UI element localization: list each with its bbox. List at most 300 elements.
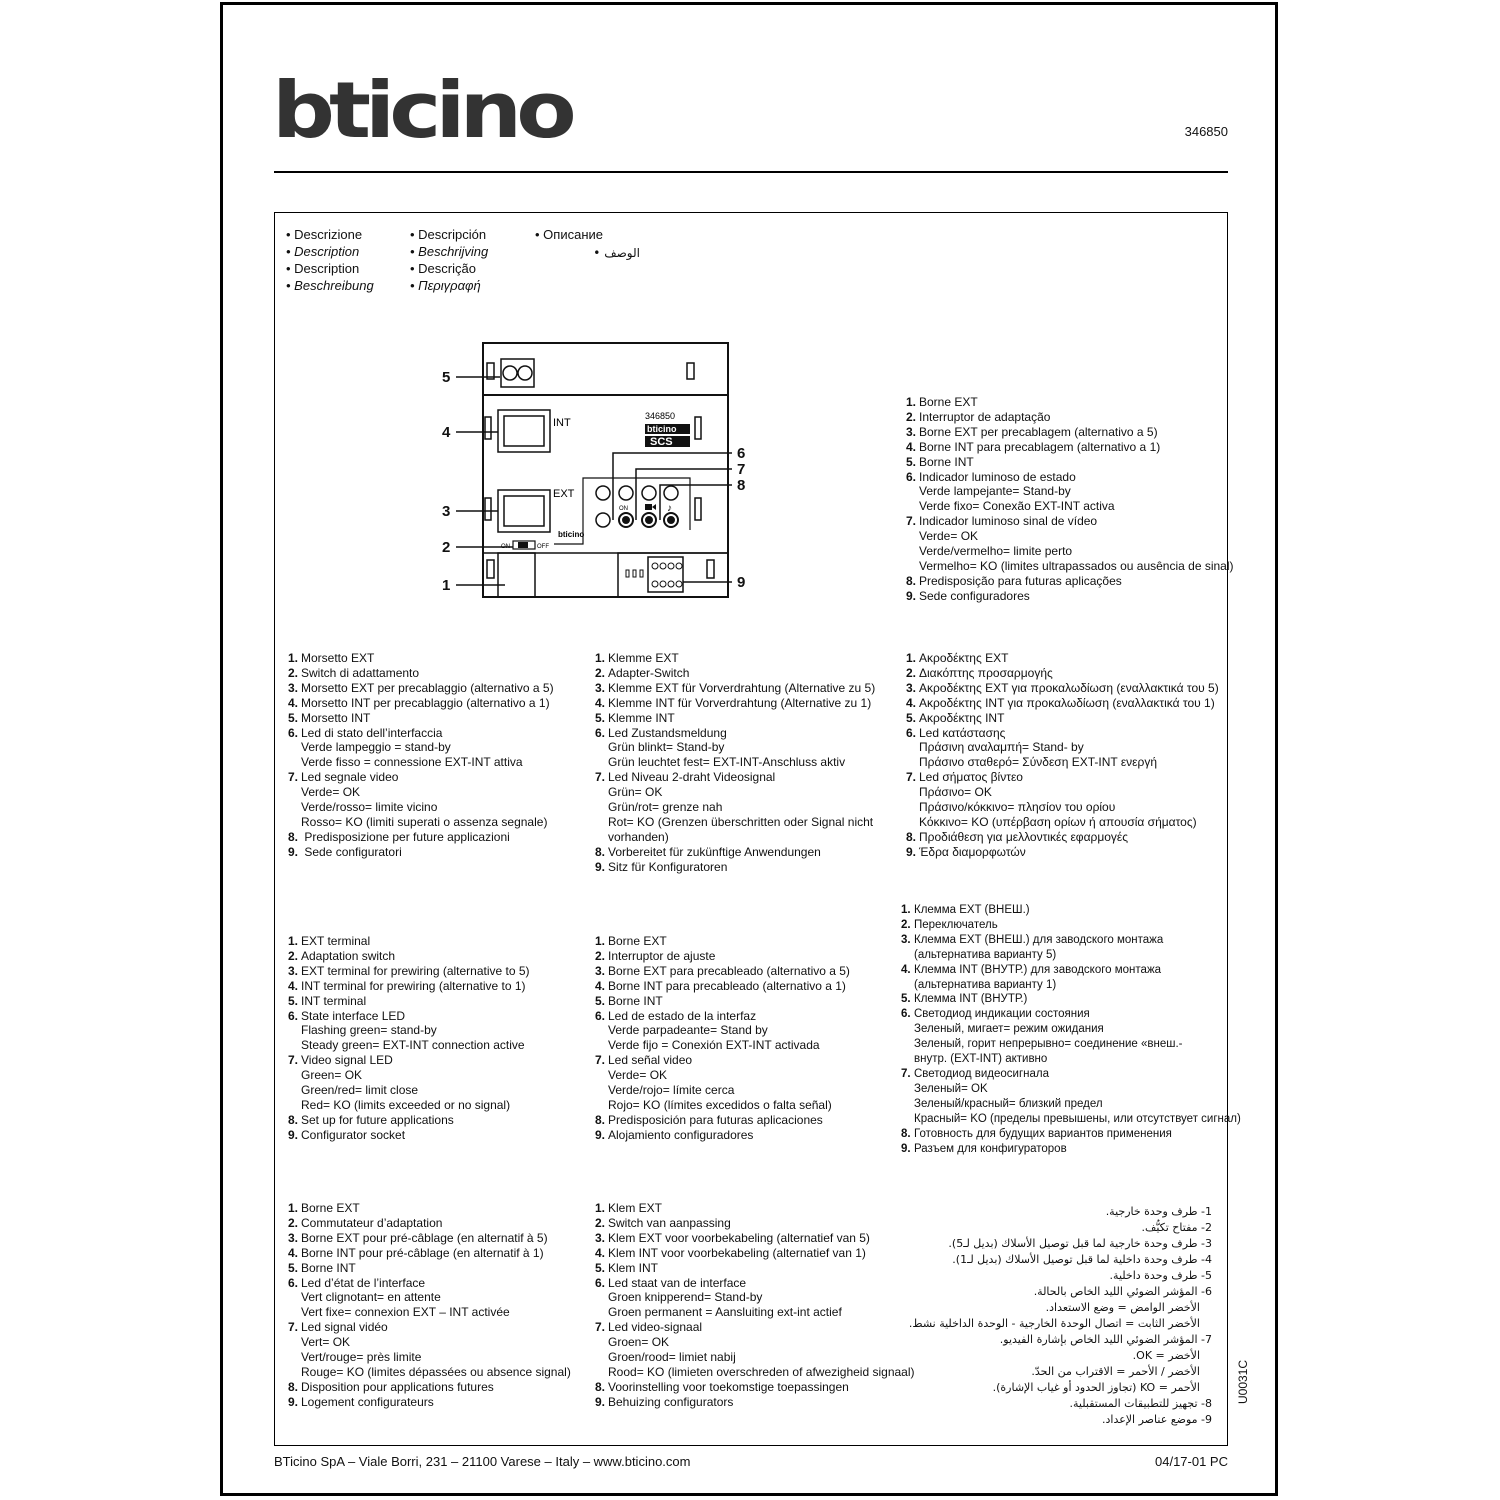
legend-item [901,903,1241,918]
legend-item-text: Klemme EXT für Vorverdrahtung (Alternative zu 5) [608,680,876,695]
legend-item-text: Morsetto EXT per precablaggio (alternativo a 5) [301,680,554,695]
legend-item-arabic: 4- طرف وحدة داخلية لما قبل توصيل الأسلاك (بديل لـ1). [952,1253,1212,1266]
legend-item-arabic: 5- طرف وحدة داخلية. [1109,1269,1212,1282]
legend-item [906,395,1234,410]
legend-item-text: Προδιάθεση για μελλοντικές εφαρμογές [919,829,1129,844]
legend-item [906,845,1219,860]
legend-item-text: Commutateur d’adaptation [301,1215,443,1230]
legend-item [288,1276,571,1291]
legend-item-arabic: 9- موضع عناصر الإعداد. [1102,1413,1212,1426]
led-1 [596,486,610,500]
description-labels-col3 [535,226,603,243]
legend-item-text: Switch van aanpassing [608,1215,731,1230]
legend-item [906,499,1234,514]
legend-item [288,1290,571,1305]
legend-item-text: Borne EXT pour pré-câblage (en alternatif à 5) [301,1230,548,1245]
label-arabic-description: الوصف • [593,246,640,260]
legend-item [595,651,875,666]
legend-item-number: 5. [288,710,299,725]
legend-item-number: 5. [288,1260,299,1275]
legend-english [288,934,530,1143]
legend-item [901,1037,1241,1052]
legend-item-number: 9. [595,859,606,874]
legend-item [288,1365,571,1380]
legend-item-arabic: 6- المؤشر الضوئي الليد الخاص بالحالة. [1033,1285,1212,1298]
legend-item-text: Interruptor de ajuste [608,948,716,963]
legend-item [906,666,1219,681]
callout-6: 6 [737,445,746,462]
legend-item-number: 6. [288,1275,299,1290]
legend-item-text: Led segnale video [301,770,399,785]
legend-item-number: 6. [288,1008,299,1023]
legend-item-text: Video signal LED [301,1053,393,1068]
legend-item [595,681,875,696]
header-rule [274,171,1228,173]
legend-item-number: 3. [288,963,299,978]
legend-item-text: Adaptation switch [301,948,396,963]
legend-item-text: Borne INT para precablagem (alternativo a 1) [919,439,1161,454]
description-labels-col2 [410,226,488,294]
legend-item [595,934,850,949]
legend-item [288,1335,571,1350]
legend-item [288,815,554,830]
legend-item [595,1350,915,1365]
legend-item-text: Klemme INT [608,710,675,725]
legend-item [906,455,1234,470]
legend-spanish [595,934,850,1143]
legend-item [906,425,1234,440]
legend-item-number: 4. [595,1245,606,1260]
legend-item [288,845,554,860]
legend-item [288,1216,571,1231]
legend-item-text: Groen permanent = Aansluiting ext-int actief [608,1305,842,1320]
legend-item-text: Led staat van de interface [608,1275,747,1290]
legend-item-number: 4. [288,1245,299,1260]
legend-item [288,964,530,979]
legend-item-text: Rosso= KO (limiti superati o assenza segnale) [301,814,548,829]
legend-item-text: (альтернатива варианту 1) [914,978,1057,991]
legend-item [906,514,1234,529]
legend-item-text: Borne INT [919,454,974,469]
legend-item-text: Disposition pour applications futures [301,1379,494,1394]
legend-item-number: 5. [906,710,917,725]
legend-item [288,1128,530,1143]
legend-item [595,1009,850,1024]
callout-4: 4 [442,424,451,441]
legend-item-number: 6. [595,1275,606,1290]
legend-item [288,949,530,964]
legend-item [288,1098,530,1113]
legend-item-text: Переключатель [914,918,998,931]
legend-item-text: Grün blinkt= Stand-by [608,740,725,755]
label-descrizione: • Descrizione [286,226,374,243]
callout-8: 8 [737,477,746,494]
legend-item [595,1023,850,1038]
legend-item [595,696,875,711]
legend-item [595,785,875,800]
legend-item-text: Sitz für Konfiguratoren [608,859,728,874]
legend-item-text: Voorinstelling voor toekomstige toepassingen [608,1379,849,1394]
legend-item [595,1261,915,1276]
legend-item-number: 2. [288,1215,299,1230]
legend-item [595,1113,850,1128]
legend-item-text: Adapter-Switch [608,665,690,680]
legend-item [288,800,554,815]
legend-item [595,770,875,785]
legend-item-text: Klemme EXT [608,651,679,665]
legend-item [288,1320,571,1335]
legend-item [906,470,1234,485]
legend-item-number: 1. [595,651,606,665]
legend-item-number: 9. [595,1394,606,1409]
legend-item-text: Led Niveau 2-draht Videosignal [608,770,776,785]
legend-item-number: 8. [595,1112,606,1127]
legend-item-number: 4. [595,978,606,993]
led-2 [619,486,633,500]
legend-item [595,845,875,860]
device-diagram [430,335,770,610]
legend-item [906,681,1219,696]
legend-item [906,740,1219,755]
label-opisanie: • Описание [535,226,603,243]
legend-item-number: 6. [288,725,299,740]
legend-item [595,1128,850,1143]
legend-item-text: Sede configuradores [919,588,1030,603]
legend-item-number: 8. [288,1379,299,1394]
legend-item [901,992,1241,1007]
legend-item-arabic: الأخضر الثابت = اتصال الوحدة الخارجية - الوحدة الداخلية نشط. [908,1317,1200,1330]
legend-item-text: Grün= OK [608,785,663,800]
legend-item-number: 7. [906,770,917,785]
legend-item-text: Led video-signaal [608,1320,703,1335]
legend-item [288,755,554,770]
legend-item [288,934,530,949]
legend-item-number: 7. [906,514,917,529]
legend-item-text: INT terminal [301,993,367,1008]
legend-item-number: 6. [906,469,917,484]
legend-item-text: Klem INT voor voorbekabeling (alternatief van 1) [608,1245,866,1260]
legend-item-number: 6. [906,725,917,740]
legend-item [288,681,554,696]
footer-date: 04/17-01 PC [1155,1454,1228,1469]
legend-item-text: Morsetto INT [301,710,371,725]
legend-item [901,978,1241,993]
legend-item-number: 4. [901,963,911,976]
legend-item-arabic: الأحمر = KO (تجاوز الحدود أو غياب الإشارة). [992,1381,1200,1394]
legend-item-text: Светодиод видеосигнала [914,1067,1050,1080]
legend-item [288,740,554,755]
legend-item [595,994,850,1009]
legend-item-text: Зеленый, мигает= режим ожидания [914,1023,1104,1036]
legend-item-text: Borne EXT per precablagem (alternativo a 5) [919,424,1158,439]
legend-item-text: Red= KO (limits exceeded or no signal) [301,1097,511,1112]
legend-item-text: Vert fixe= connexion EXT – INT activée [301,1305,510,1320]
diagram-led-on-label: ON [619,506,628,512]
legend-item-arabic: 3- طرف وحدة خارجية لما قبل توصيل الأسلاك (بديل لـ5). [948,1237,1212,1250]
legend-item-number: 1. [288,651,299,665]
legend-item-text: INT terminal for prewiring (alternative to 1) [301,978,526,993]
legend-item [595,1305,915,1320]
legend-item-number: 9. [901,1142,911,1155]
legend-item-arabic: الأخضر = OK. [1132,1349,1200,1362]
legend-item-text: Vert/rouge= près limite [301,1350,422,1365]
legend-item [901,1112,1241,1127]
legend-item [906,800,1219,815]
legend-item-text: Verde fisso = connessione EXT-INT attiva [301,755,523,770]
legend-item [906,651,1219,666]
legend-item [595,1038,850,1053]
legend-item-text: Klem EXT voor voorbekabeling (alternatief van 5) [608,1230,870,1245]
diagram-off-label: OFF [537,544,549,550]
diagram-model: 346850 [645,411,676,421]
legend-item [906,410,1234,425]
legend-item-text: Groen/rood= limiet nabij [608,1350,736,1365]
legend-item [288,785,554,800]
legend-item-text: Πράσινη αναλαμπή= Stand- by [919,740,1084,755]
legend-item-text: Зеленый, горит непрерывно= соединение «внеш.- [914,1038,1183,1051]
legend-item-number: 3. [288,1230,299,1245]
legend-item [288,1380,571,1395]
legend-item-text: (альтернатива варианту 5) [914,948,1057,961]
legend-item [595,1365,915,1380]
legend-item-text: Predisposizione per future applicazioni [301,829,510,844]
legend-item [288,1350,571,1365]
legend-item [906,711,1219,726]
legend-item [288,979,530,994]
legend-item-text: Green= OK [301,1068,363,1083]
legend-item-number: 3. [595,680,606,695]
legend-item [906,726,1219,741]
legend-item-text: Borne EXT [608,934,667,948]
legend-item-number: 8. [906,573,917,588]
legend-item-text: Borne INT para precableado (alternativo a 1) [608,978,846,993]
legend-item [906,830,1219,845]
legend-item-text: Grün/rot= grenze nah [608,800,723,815]
legend-item-text: Borne EXT para precableado (alternativo a 5) [608,963,850,978]
legend-item-text: Klemme INT für Vorverdrahtung (Alternative zu 1) [608,695,872,710]
legend-item-text: Led señal video [608,1053,693,1068]
legend-item [595,1320,915,1335]
legend-item [288,770,554,785]
legend-item-text: EXT terminal [301,934,371,948]
legend-item-arabic: 8- تجهيز للتطبيقات المستقبلية. [1069,1397,1212,1410]
legend-item-text: Ακροδέκτης EXT [919,651,1009,665]
legend-item [595,800,875,815]
legend-item [288,726,554,741]
legend-item-number: 7. [595,1053,606,1068]
diagram-brand: bticino [647,424,677,434]
legend-item-number: 2. [901,918,911,931]
legend-item [288,1305,571,1320]
legend-item [906,529,1234,544]
legend-item-text: Verde/vermelho= limite perto [919,544,1073,559]
legend-item [595,979,850,994]
legend-item [906,755,1219,770]
legend-item-arabic: الأخضر / الأحمر = الاقتراب من الحدّ. [1031,1365,1200,1378]
legend-item-text: Borne EXT [301,1201,360,1215]
legend-item-number: 2. [906,409,917,424]
legend-item-text: Sede configuratori [301,844,402,859]
callout-7: 7 [737,461,746,478]
device-body [483,343,728,597]
legend-item-text: Led σήματος βίντεο [919,770,1023,785]
label-beschreibung: • Beschreibung [286,277,374,294]
legend-item-text: State interface LED [301,1008,406,1023]
legend-item [288,711,554,726]
legend-item-text: Έδρα διαμορφωτών [919,844,1026,859]
legend-item-text: Led de estado de la interfaz [608,1008,757,1023]
legend-item-text: Grün leuchtet fest= EXT-INT-Anschluss aktiv [608,755,846,770]
legend-item-number: 8. [595,1379,606,1394]
legend-item-number: 1. [288,934,299,948]
legend-item [906,815,1219,830]
legend-item [901,918,1241,933]
legend-item-number: 3. [595,963,606,978]
legend-item-text: Led di stato dell’interfaccia [301,725,443,740]
legend-item-number: 1. [901,904,911,916]
document-code: U0031C [1236,1359,1250,1404]
legend-item [901,1067,1241,1082]
legend-item-text: Зеленый/красный= близкий предел [914,1097,1103,1110]
legend-item [595,726,875,741]
legend-item-number: 6. [595,1008,606,1023]
legend-item [595,860,875,875]
legend-item [288,1246,571,1261]
legend-item-text: Led d’état de l’interface [301,1275,426,1290]
legend-item-number: 5. [906,454,917,469]
legend-item-text: Verde parpadeante= Stand by [608,1023,768,1038]
legend-item-number: 2. [288,665,299,680]
legend-item-number: 8. [906,829,917,844]
legend-item [288,666,554,681]
legend-item [595,755,875,770]
legend-item-text: Led signal vidéo [301,1320,388,1335]
diagram-on-label: ON [501,544,510,550]
legend-item-number: 2. [595,1215,606,1230]
legend-item-text: Клемма EXT (ВНЕШ.) для заводского монтажа [914,933,1164,946]
callout-2: 2 [442,539,451,556]
diagram-scs: SCS [650,436,673,448]
legend-item-text: Vermelho= KO (limites ultrapassados ou ausência de sinal) [919,558,1234,573]
legend-item-number: 2. [288,948,299,963]
legend-item [595,964,850,979]
legend-item [288,696,554,711]
legend-item-text: внутр. (EXT-INT) активно [914,1053,1048,1066]
legend-item [595,1053,850,1068]
legend-item-text: Behuizing configurators [608,1394,734,1409]
legend-item-number: 3. [901,933,911,946]
legend-item-number: 3. [595,1230,606,1245]
legend-item-text: Πράσινο/κόκκινο= πλησίον του ορίου [919,800,1116,815]
legend-item [906,696,1219,711]
legend-item-text: Flashing green= stand-by [301,1023,437,1038]
legend-item-number: 9. [288,844,299,859]
legend-item-text: vorhanden) [608,829,669,844]
legend-item-number: 7. [288,1320,299,1335]
legend-item-text: Verde lampeggio = stand-by [301,740,451,755]
legend-item-number: 8. [595,844,606,859]
legend-item-text: Configurator socket [301,1127,406,1142]
legend-item-number: 7. [288,770,299,785]
callout-9: 9 [737,574,746,591]
legend-item-text: Ακροδέκτης INT για προκαλωδίωση (εναλλακτικά του 1) [919,695,1215,710]
legend-item [595,830,875,845]
legend-item-text: Borne INT pour pré-câblage (en alternatif à 1) [301,1245,544,1260]
legend-item-number: 4. [288,978,299,993]
footer-address: BTicino SpA – Viale Borri, 231 – 21100 Varese – Italy – www.bticino.com [274,1454,691,1469]
legend-item-number: 1. [595,1201,606,1215]
legend-item [288,994,530,1009]
legend-item [595,1380,915,1395]
legend-item-text: Logement configurateurs [301,1394,434,1409]
legend-item [906,589,1234,604]
legend-item [901,933,1241,948]
legend-item-number: 8. [288,829,299,844]
legend-item-text: Διακόπτης προσαρμογής [919,665,1053,680]
legend-item-text: Πράσινο= OK [919,785,992,800]
legend-item-text: Rojo= KO (límites excedidos o falta señal) [608,1097,832,1112]
diagram-int-label: INT [553,417,571,429]
legend-item-text: Клемма EXT (ВНЕШ.) [914,904,1030,916]
legend-item-number: 2. [595,665,606,680]
legend-item [595,949,850,964]
legend-item-text: Ακροδέκτης EXT για προκαλωδίωση (εναλλακτικά του 5) [919,680,1219,695]
callout-5: 5 [442,369,451,386]
label-perigrafi: • Περιγραφή [410,277,488,294]
legend-item [595,1231,915,1246]
legend-item [288,1053,530,1068]
legend-item-text: Verde fijo = Conexión EXT-INT activada [608,1038,820,1053]
legend-item [288,1083,530,1098]
legend-item-text: Borne INT [301,1260,356,1275]
legend-item-arabic: 7- المؤشر الضوئي الليد الخاص بإشارة الفيديو. [999,1333,1212,1346]
legend-item [595,1098,850,1113]
legend-item [288,1261,571,1276]
legend-item-text: Светодиод индикации состояния [914,1008,1090,1021]
callout-1: 1 [442,577,451,594]
legend-item-number: 9. [288,1394,299,1409]
legend-item-number: 3. [906,680,917,695]
legend-item-text: EXT terminal for prewiring (alternative to 5) [301,963,530,978]
label-description-en: • Description [286,243,374,260]
legend-italian [288,651,554,860]
legend-item-number: 5. [595,1260,606,1275]
legend-item [288,1231,571,1246]
legend-item-number: 7. [595,1320,606,1335]
legend-item-arabic: الأخضر الوامض = وضع الاستعداد. [1045,1301,1200,1314]
label-beschrijving: • Beschrijving [410,243,488,260]
legend-item-number: 8. [901,1127,911,1140]
label-descricao: • Descrição [410,260,488,277]
legend-item-text: Rouge= KO (limites dépassées ou absence signal) [301,1364,571,1379]
legend-item-text: Verde/rojo= límite cerca [608,1083,735,1098]
legend-item-text: Switch di adattamento [301,665,420,680]
legend-item-text: Vert= OK [301,1335,351,1350]
legend-item [288,1201,571,1216]
legend-item-text: Led κατάστασης [919,725,1006,740]
legend-item-text: Green/red= limit close [301,1083,419,1098]
legend-item [906,484,1234,499]
label-descripcion: • Descripción [410,226,488,243]
legend-item-text: Predisposição para futuras aplicações [919,573,1122,588]
legend-item-text: Interruptor de adaptação [919,409,1051,424]
legend-item [595,666,875,681]
legend-item [901,963,1241,978]
legend-item-number: 5. [595,710,606,725]
diagram-bottom-brand: bticino [558,530,585,539]
legend-item-number: 9. [906,588,917,603]
legend-item-text: Verde/rosso= limite vicino [301,800,438,815]
